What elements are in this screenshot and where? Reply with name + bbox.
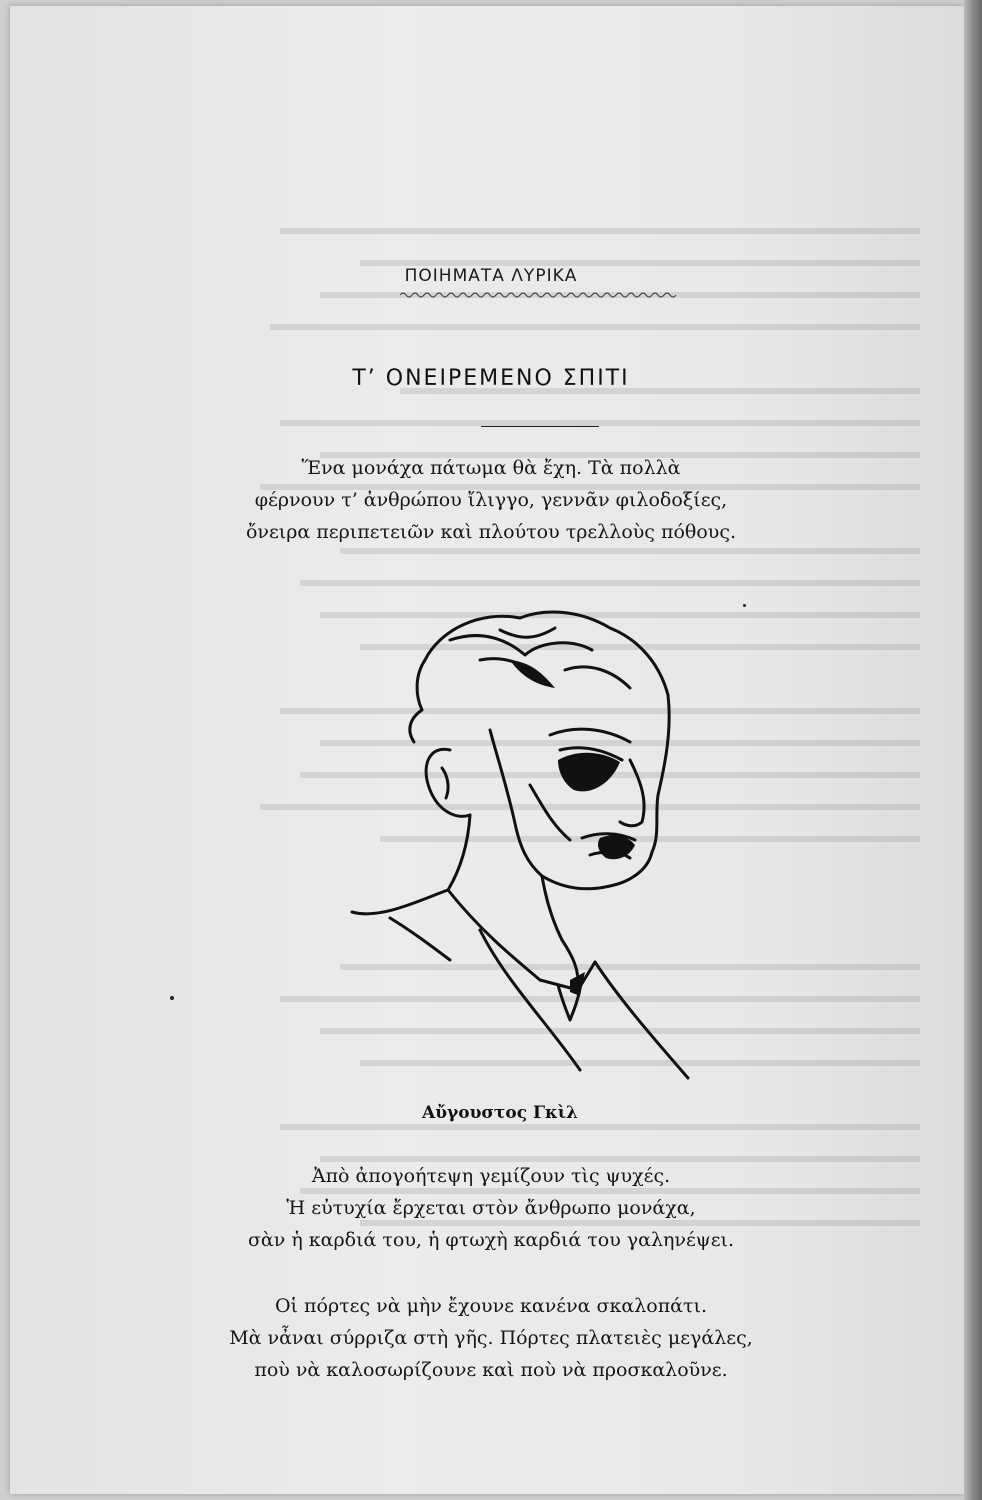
verse-line: Ἡ εὐτυχία ἔρχεται στὸν ἄνθρωπο μονάχα, — [286, 1197, 696, 1219]
verse-line: σὰν ἡ καρδιά του, ἡ φτωχὴ καρδιά του γαληνέψει. — [247, 1229, 735, 1251]
stanza-2 — [0, 1160, 982, 1256]
verse-line: ποὺ νὰ καλοσωρίζουνε καὶ ποὺ νὰ προσκαλοῦνε. — [254, 1359, 728, 1381]
stanza-1 — [0, 452, 982, 548]
verse-line: Μὰ νἆναι σύρριζα στὴ γῆς. Πόρτες πλατειὲς μεγάλες, — [229, 1327, 753, 1349]
ink-speck — [170, 996, 174, 1000]
verse-line: Οἱ πόρτες νὰ μὴν ἔχουνε κανένα σκαλοπάτι. — [274, 1295, 708, 1317]
section-header: ΠΟΙΗΜΑΤΑ ΛΥΡΙΚΑ — [404, 266, 578, 286]
verse-line: φέρνουν τ’ ἀνθρώπου ἴλιγγο, γεννᾶν φιλοδοξίες, — [254, 489, 728, 511]
stanza-3 — [0, 1290, 982, 1386]
ink-speck — [743, 604, 746, 607]
verse-line: Ἀπὸ ἀπογοήτεψη γεμίζουν τὶς ψυχές. — [311, 1165, 671, 1187]
verse-line: ὄνειρα περιπετειῶν καὶ πλούτου τρελλοὺς πόθους. — [245, 521, 737, 543]
wavy-rule — [400, 290, 680, 300]
portrait-caption: Αὔγουστος Γκὶλ — [422, 1103, 578, 1123]
title-rule — [481, 426, 599, 427]
book-spine — [964, 0, 982, 1500]
portrait-sketch — [330, 600, 700, 1090]
poem-title: Τ’ ΟΝΕΙΡΕΜΕΝΟ ΣΠΙΤΙ — [352, 366, 630, 391]
verse-line: Ἕνα μονάχα πάτωμα θὰ ἔχη. Τὰ πολλὰ — [301, 457, 681, 479]
